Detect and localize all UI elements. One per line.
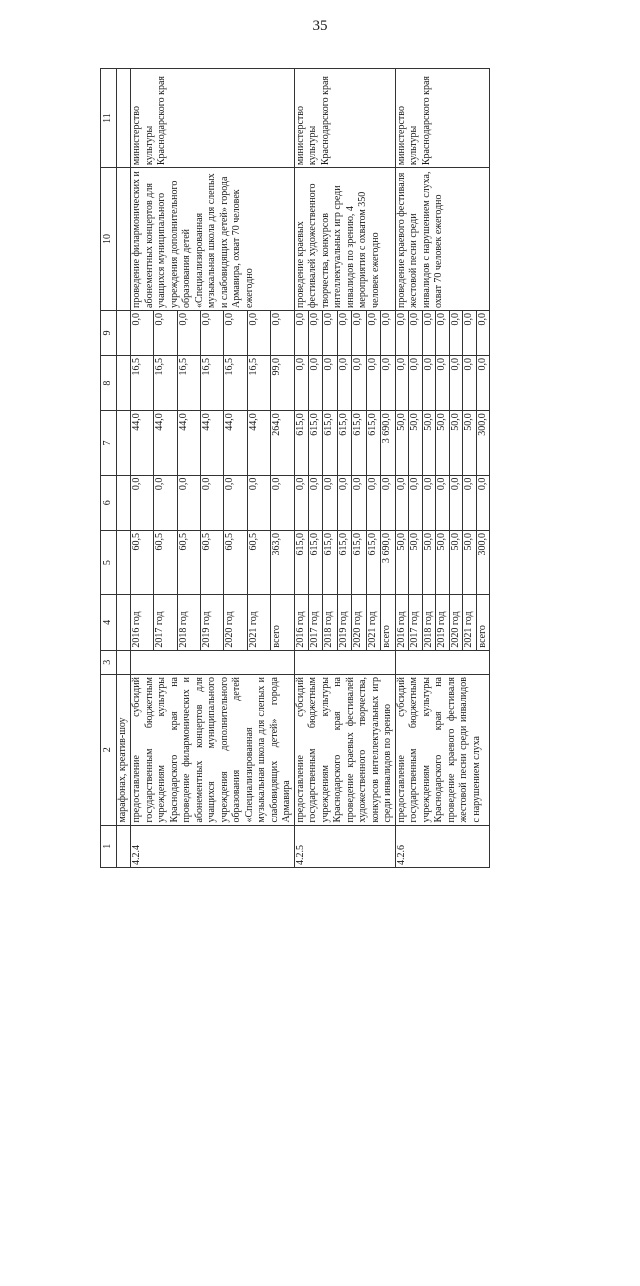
year-cell: 2020 год [224,595,247,650]
value-col6: 0,0 [409,475,423,530]
table-cell [117,355,131,410]
value-total: 615,0 [323,530,337,594]
value-total: 363,0 [271,530,294,594]
value-col6: 0,0 [337,475,351,530]
value-col7: 50,0 [436,411,450,475]
year-cell: 2016 год [131,595,154,650]
value-total: 60,5 [201,530,224,594]
year-cell: 2017 год [308,595,322,650]
value-col7: 615,0 [323,411,337,475]
value-col9: 0,0 [366,310,380,355]
table-cell [117,650,131,674]
executor: министерство культуры Краснодарского края [131,69,295,168]
value-col7: 44,0 [224,411,247,475]
value-col6: 0,0 [395,475,409,530]
value-col9: 0,0 [131,310,154,355]
year-cell: 2020 год [352,595,366,650]
value-col8: 0,0 [323,355,337,410]
rotated-table-wrapper [100,75,640,1286]
year-cell: 2019 год [201,595,224,650]
value-col7: 615,0 [337,411,351,475]
value-col8: 0,0 [449,355,463,410]
value-total: 50,0 [449,530,463,594]
value-col9: 0,0 [247,310,270,355]
expected-result: проведение краевых фестивалей художественного творчества, конкурсов интеллектуальных игр среди инвалидов по зрению, 4 мероприятия с охватом 350 человек ежегодно [294,168,395,311]
header-cell: 3 [101,650,117,674]
value-total: 60,5 [131,530,154,594]
measure-description: предоставление субсидий государственным бюджетным учреждениям культуры Краснодарского края на проведение краевого фестиваля жестовой песни среди инвалидов с нарушением слуха [395,675,490,826]
header-cell: 10 [101,168,117,311]
value-col7: 615,0 [294,411,308,475]
executor: министерство культуры Краснодарского края [294,69,395,168]
value-col7: 615,0 [308,411,322,475]
value-col8: 16,5 [247,355,270,410]
value-col8: 0,0 [381,355,395,410]
value-col7: 50,0 [449,411,463,475]
value-total: 615,0 [352,530,366,594]
value-col7: 3 690,0 [381,411,395,475]
value-col7: 44,0 [201,411,224,475]
value-col7: 615,0 [366,411,380,475]
value-col6: 0,0 [381,475,395,530]
value-col8: 16,5 [177,355,200,410]
table-cell [117,411,131,475]
value-col6: 0,0 [294,475,308,530]
value-col6: 0,0 [201,475,224,530]
year-cell: 2017 год [154,595,177,650]
value-col8: 0,0 [308,355,322,410]
value-col7: 300,0 [476,411,490,475]
value-total: 615,0 [294,530,308,594]
row-id: 4.2.5 [294,825,395,867]
value-col6: 0,0 [323,475,337,530]
value-total: 50,0 [395,530,409,594]
table-cell [117,168,131,311]
year-cell: 2017 год [409,595,423,650]
value-col7: 44,0 [247,411,270,475]
value-col9: 0,0 [449,310,463,355]
table-cell [117,825,131,867]
value-col7: 44,0 [154,411,177,475]
value-col9: 0,0 [177,310,200,355]
value-col9: 0,0 [323,310,337,355]
header-cell: 6 [101,475,117,530]
value-col6: 0,0 [177,475,200,530]
value-col8: 16,5 [224,355,247,410]
value-col6: 0,0 [247,475,270,530]
header-cell: 2 [101,675,117,826]
year-cell: 2016 год [294,595,308,650]
value-col9: 0,0 [271,310,294,355]
header-cell: 1 [101,825,117,867]
value-col9: 0,0 [476,310,490,355]
year-cell: всего [381,595,395,650]
value-col8: 16,5 [154,355,177,410]
value-col6: 0,0 [271,475,294,530]
value-col6: 0,0 [436,475,450,530]
value-col6: 0,0 [366,475,380,530]
table-cell [117,595,131,650]
header-cell: 7 [101,411,117,475]
value-col9: 0,0 [463,310,477,355]
value-col8: 0,0 [337,355,351,410]
value-col6: 0,0 [422,475,436,530]
value-col9: 0,0 [154,310,177,355]
table-cell [117,310,131,355]
measure-description: предоставление субсидий государственным бюджетным учреждениям культуры Краснодарского края на проведение краевых фестивалей художественного творчества, конкурсов интеллектуальных игр среди инвалидов по зрению [294,675,395,826]
table-cell [117,475,131,530]
value-col7: 264,0 [271,411,294,475]
table-row [294,69,308,868]
value-col8: 99,0 [271,355,294,410]
value-col8: 0,0 [436,355,450,410]
year-cell: 2020 год [449,595,463,650]
value-col6: 0,0 [352,475,366,530]
year-cell: всего [271,595,294,650]
value-col7: 50,0 [463,411,477,475]
value-col8: 16,5 [201,355,224,410]
value-col9: 0,0 [201,310,224,355]
header-cell: 9 [101,310,117,355]
value-col6: 0,0 [131,475,154,530]
value-col6: 0,0 [449,475,463,530]
value-col7: 50,0 [395,411,409,475]
expected-result: проведение филармонических и абонементных концертов для учащихся муниципального учреждения дополнительного образования детей «Специализированная музыкальная школа для слепых и слабовидящих детей» города Армавира, охват 70 человек ежегодно [131,168,295,311]
value-col6: 0,0 [476,475,490,530]
year-cell: 2021 год [366,595,380,650]
executor: министерство культуры Краснодарского края [395,69,490,168]
value-col8: 0,0 [352,355,366,410]
value-col9: 0,0 [381,310,395,355]
table-cell [117,69,131,168]
page-number: 35 [312,18,328,34]
value-col9: 0,0 [395,310,409,355]
year-cell: 2019 год [436,595,450,650]
value-col9: 0,0 [436,310,450,355]
value-col8: 16,5 [131,355,154,410]
value-total: 50,0 [436,530,450,594]
value-total: 50,0 [422,530,436,594]
table-body [117,69,490,868]
value-col6: 0,0 [154,475,177,530]
measure-description: предоставление субсидий государственным бюджетным учреждениям культуры Краснодарского края на проведение филармонических и абонементных концертов для учащихся муниципального учреждения дополнительного образования детей «Специализированная музыкальная школа для слепых и слабовидящих детей» города Армавира [131,675,295,826]
value-total: 615,0 [308,530,322,594]
table-cell [395,650,490,674]
value-col8: 0,0 [366,355,380,410]
header-cell: 5 [101,530,117,594]
year-cell: 2018 год [422,595,436,650]
value-col7: 44,0 [131,411,154,475]
value-col8: 0,0 [422,355,436,410]
expected-result: проведение краевого фестиваля жестовой песни среди инвалидов с нарушением слуха, охват 70 человек ежегодно [395,168,490,311]
value-total: 60,5 [177,530,200,594]
column-number-row [101,69,117,868]
header-cell: 4 [101,595,117,650]
value-total: 50,0 [463,530,477,594]
value-total: 3 690,0 [381,530,395,594]
value-col6: 0,0 [224,475,247,530]
year-cell: 2016 год [395,595,409,650]
year-cell: 2018 год [323,595,337,650]
table-cell [117,530,131,594]
year-cell: 2018 год [177,595,200,650]
row-id: 4.2.6 [395,825,490,867]
continued-text: марафонах, креатив-шоу [117,675,131,826]
program-table [100,68,490,868]
value-total: 60,5 [154,530,177,594]
year-cell: 2021 год [247,595,270,650]
value-total: 50,0 [409,530,423,594]
value-col6: 0,0 [308,475,322,530]
value-col8: 0,0 [476,355,490,410]
year-cell: 2021 год [463,595,477,650]
table-cell [131,650,295,674]
table-cell [294,650,395,674]
table-row [131,69,154,868]
value-col9: 0,0 [308,310,322,355]
continuation-row [117,69,131,868]
value-total: 300,0 [476,530,490,594]
value-col7: 615,0 [352,411,366,475]
year-cell: всего [476,595,490,650]
header-cell: 11 [101,69,117,168]
value-col9: 0,0 [422,310,436,355]
value-col9: 0,0 [352,310,366,355]
table-row [395,69,409,868]
value-col7: 50,0 [409,411,423,475]
value-col7: 44,0 [177,411,200,475]
value-total: 615,0 [366,530,380,594]
value-col9: 0,0 [294,310,308,355]
value-total: 60,5 [224,530,247,594]
value-col8: 0,0 [463,355,477,410]
value-total: 615,0 [337,530,351,594]
rotated-table-area [100,68,518,868]
row-id: 4.2.4 [131,825,295,867]
value-col8: 0,0 [409,355,423,410]
value-col7: 50,0 [422,411,436,475]
value-col8: 0,0 [395,355,409,410]
value-col9: 0,0 [409,310,423,355]
value-col9: 0,0 [337,310,351,355]
year-cell: 2019 год [337,595,351,650]
value-total: 60,5 [247,530,270,594]
value-col8: 0,0 [294,355,308,410]
value-col6: 0,0 [463,475,477,530]
header-cell: 8 [101,355,117,410]
value-col9: 0,0 [224,310,247,355]
